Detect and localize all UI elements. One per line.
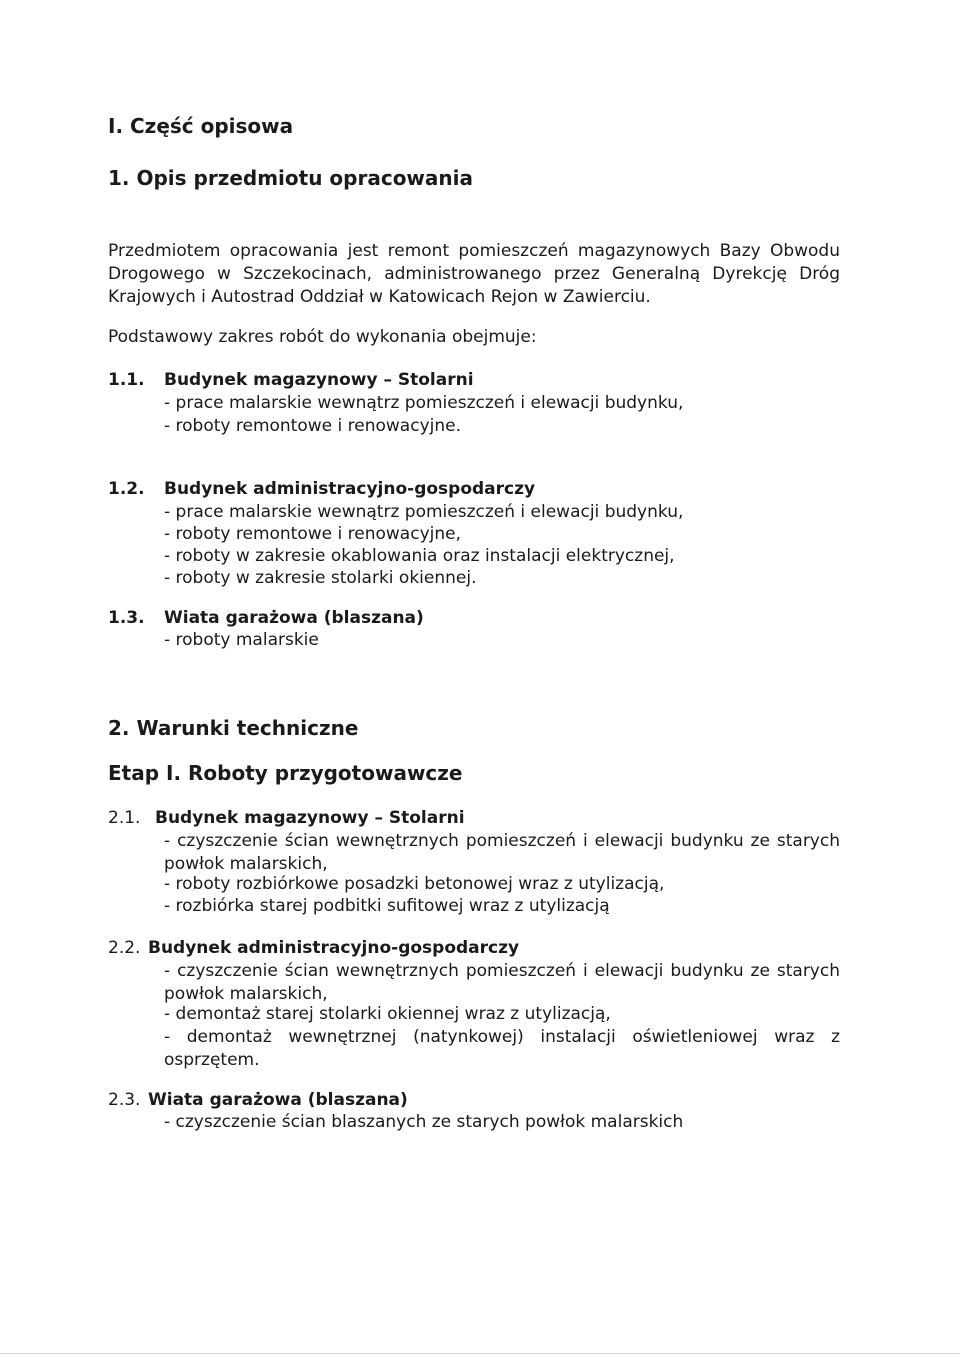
item-1-2-title: Budynek administracyjno-gospodarczy xyxy=(164,479,536,499)
item-2-2-para2: - demontaż wewnętrznej (natynkowej) instalacji oświetleniowej wraz z osprzętem. xyxy=(164,1027,840,1070)
item-1-2-line: - prace malarskie wewnątrz pomieszczeń i elewacji budynku, xyxy=(164,502,684,522)
item-2-2-title: Budynek administracyjno-gospodarczy xyxy=(148,938,520,958)
item-1-1-title: Budynek magazynowy – Stolarni xyxy=(164,370,474,390)
section-2-title: 2. Warunki techniczne xyxy=(108,716,359,740)
item-2-1-line: - rozbiórka starej podbitki sufitowej wraz z utylizacją xyxy=(164,896,610,916)
scope-label: Podstawowy zakres robót do wykonania obejmuje: xyxy=(108,327,537,347)
intro-paragraph: Przedmiotem opracowania jest remont pomieszczeń magazynowych Bazy Obwodu Drogowego w Szczekocinach, administrowanego przez Generalną Dyrekcję Dróg Krajowych i Autostrad Oddział w Katowicach Rejon w Zawierciu. xyxy=(108,241,840,307)
item-1-2-line: - roboty w zakresie stolarki okiennej. xyxy=(164,568,477,588)
item-2-2-line: - demontaż starej stolarki okiennej wraz z utylizacją, xyxy=(164,1004,611,1024)
item-2-2-number: 2.2. xyxy=(108,938,141,958)
section-1-title: 1. Opis przedmiotu opracowania xyxy=(108,166,473,190)
part-title: I. Część opisowa xyxy=(108,114,294,138)
item-1-1-line: - roboty remontowe i renowacyjne. xyxy=(164,416,461,436)
item-2-3-line: - czyszczenie ścian blaszanych ze starych powłok malarskich xyxy=(164,1112,684,1132)
item-2-1-number: 2.1. xyxy=(108,808,141,828)
stage-title: Etap I. Roboty przygotowawcze xyxy=(108,761,463,785)
item-1-3-title: Wiata garażowa (blaszana) xyxy=(164,608,424,628)
item-2-1-title: Budynek magazynowy – Stolarni xyxy=(155,808,465,828)
item-1-2-line: - roboty remontowe i renowacyjne, xyxy=(164,524,461,544)
item-2-3-title: Wiata garażowa (blaszana) xyxy=(148,1090,408,1110)
item-1-2-line: - roboty w zakresie okablowania oraz instalacji elektrycznej, xyxy=(164,546,675,566)
item-1-1-line: - prace malarskie wewnątrz pomieszczeń i elewacji budynku, xyxy=(164,393,684,413)
item-1-1-number: 1.1. xyxy=(108,370,145,390)
item-1-2-number: 1.2. xyxy=(108,479,145,499)
item-2-1-line: - roboty rozbiórkowe posadzki betonowej wraz z utylizacją, xyxy=(164,874,665,894)
page-edge-divider xyxy=(0,1353,960,1354)
item-2-1-para: - czyszczenie ścian wewnętrznych pomieszczeń i elewacji budynku ze starych powłok malarskich, xyxy=(164,831,840,874)
item-2-2-para: - czyszczenie ścian wewnętrznych pomieszczeń i elewacji budynku ze starych powłok malarskich, xyxy=(164,961,840,1004)
item-2-3-number: 2.3. xyxy=(108,1090,141,1110)
item-1-3-line: - roboty malarskie xyxy=(164,630,319,650)
item-1-3-number: 1.3. xyxy=(108,608,145,628)
